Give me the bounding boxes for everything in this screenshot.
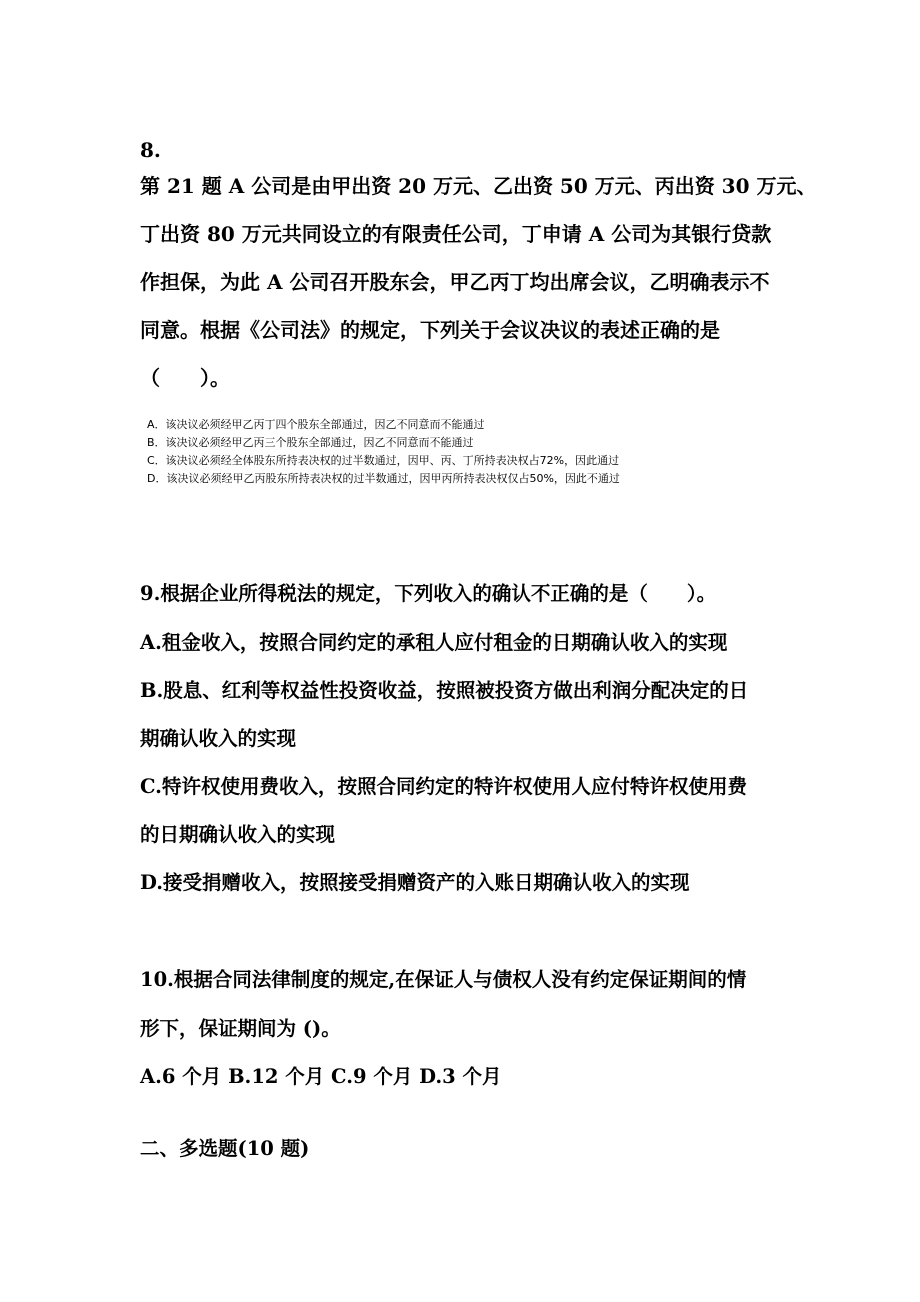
question-8-option-c: C．该决议必须经全体股东所持表决权的过半数通过，因甲、丙、丁所持表决权占72%，因此通过 [147, 454, 620, 467]
question-8-stem-line-1: 第 21 题 A 公司是由甲出资 20 万元、乙出资 50 万元、丙出资 30 万元、 [140, 174, 817, 198]
question-8-option-d: D．该决议必须经甲乙丙股东所持表决权的过半数通过，因甲丙所持表决权仅占50%，因此不通过 [147, 472, 620, 485]
question-9-option-c-line-2: 的日期确认收入的实现 [140, 823, 336, 846]
question-8-stem-line-5: （ ）。 [140, 366, 230, 390]
question-9-option-c-line-1: C.特许权使用费收入，按照合同约定的特许权使用人应付特许权使用费 [140, 775, 747, 798]
question-10-options: A.6 个月 B.12 个月 C.9 个月 D.3 个月 [140, 1065, 502, 1088]
question-9-option-b-line-2: 期确认收入的实现 [140, 727, 297, 750]
question-8-stem-line-3: 作担保，为此 A 公司召开股东会，甲乙丙丁均出席会议，乙明确表示不 [140, 270, 770, 294]
question-8-option-a: A．该决议必须经甲乙丙丁四个股东全部通过，因乙不同意而不能通过 [147, 418, 485, 431]
question-8-option-b: B．该决议必须经甲乙丙三个股东全部通过，因乙不同意而不能通过 [147, 436, 474, 449]
question-10-stem-line-1: 10.根据合同法律制度的规定,在保证人与债权人没有约定保证期间的情 [140, 968, 747, 991]
question-9-option-d: D.接受捐赠收入，按照接受捐赠资产的入账日期确认收入的实现 [140, 871, 690, 894]
question-9-option-a: A.租金收入，按照合同约定的承租人应付租金的日期确认收入的实现 [140, 631, 728, 654]
question-8-number: 8. [140, 138, 161, 162]
question-8-stem-line-2: 丁出资 80 万元共同设立的有限责任公司，丁申请 A 公司为其银行贷款 [140, 222, 772, 246]
question-10-stem-line-2: 形下，保证期间为 ()。 [140, 1017, 341, 1040]
question-8-stem-line-4: 同意。根据《公司法》的规定，下列关于会议决议的表述正确的是 [140, 318, 720, 342]
question-9-stem: 9.根据企业所得税法的规定，下列收入的确认不正确的是（ ）。 [140, 582, 717, 605]
section-heading: 二、多选题(10 题) [140, 1137, 310, 1160]
question-9-option-b-line-1: B.股息、红利等权益性投资收益，按照被投资方做出利润分配决定的日 [140, 679, 749, 702]
